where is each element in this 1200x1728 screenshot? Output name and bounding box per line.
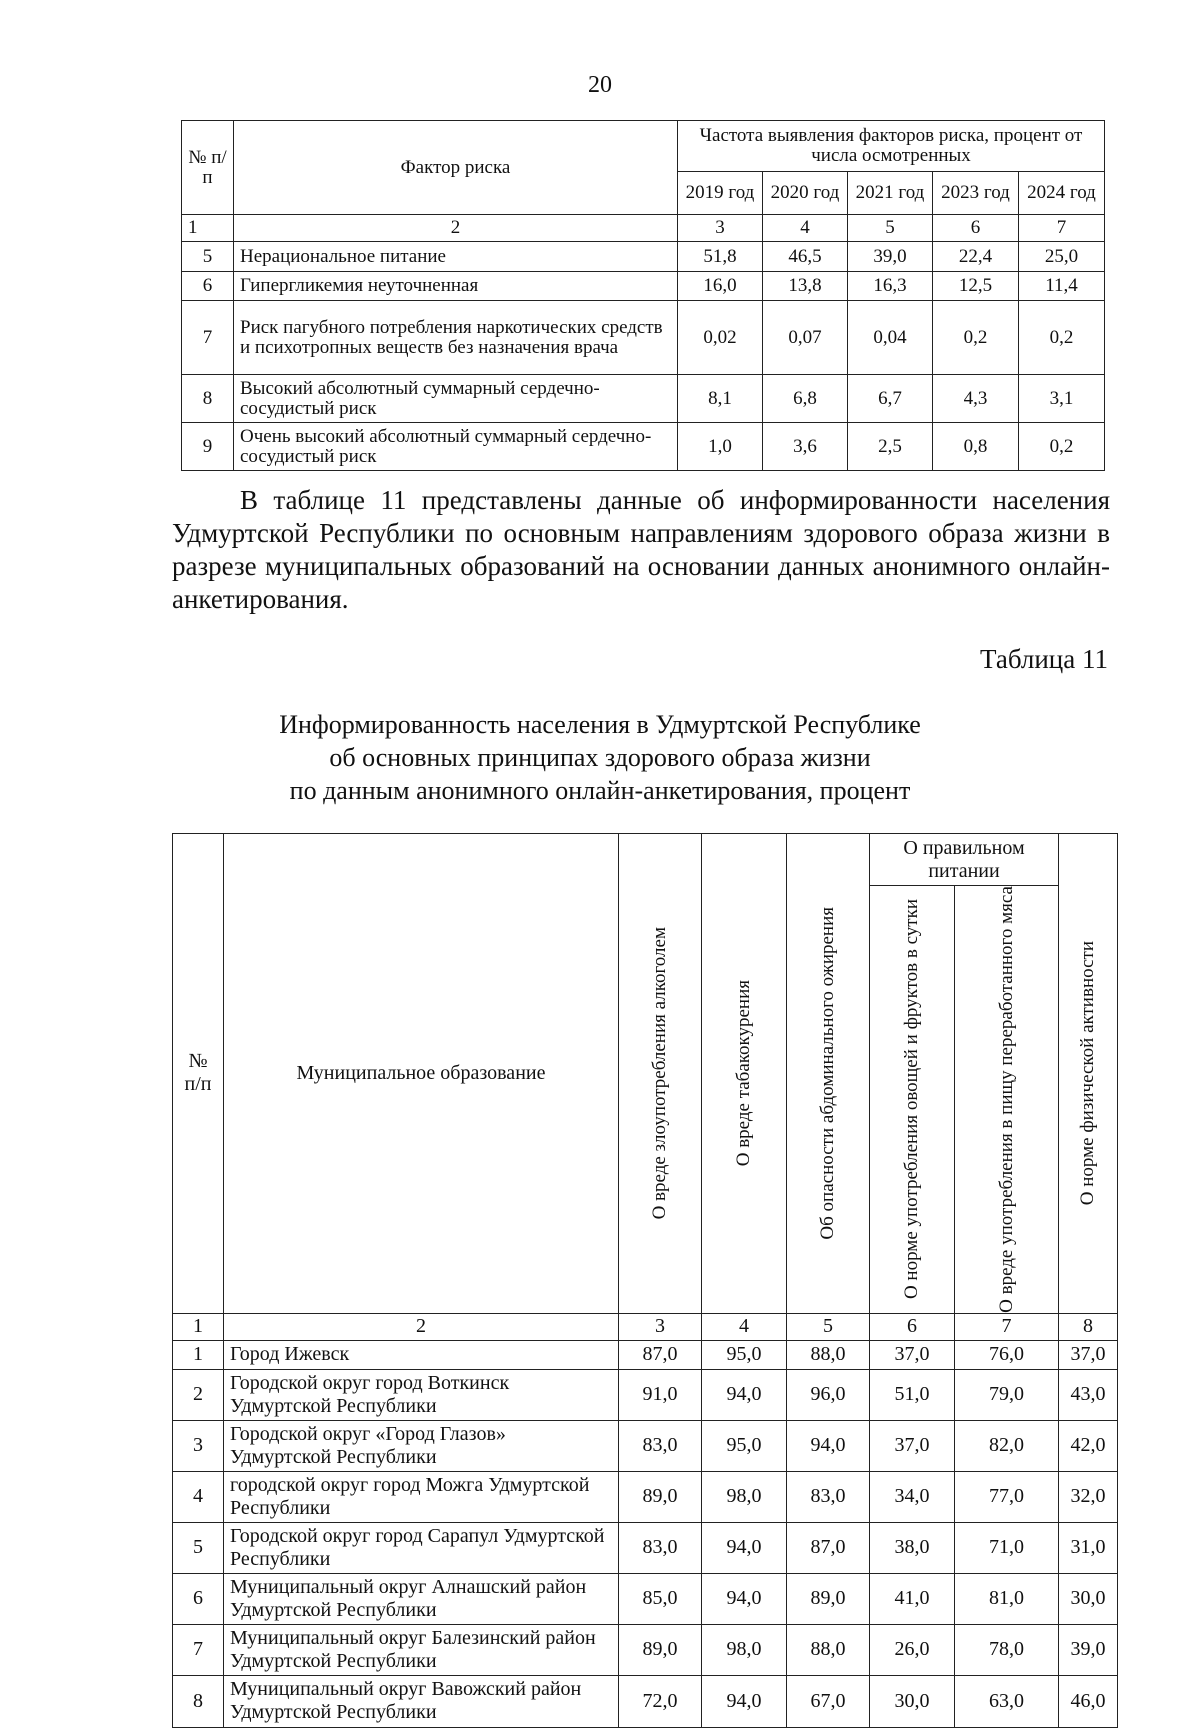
header-factor: Фактор риска	[234, 121, 678, 215]
row-value: 94,0	[702, 1573, 787, 1624]
row-value: 98,0	[702, 1624, 787, 1675]
table-row	[182, 301, 1105, 375]
row-value: 81,0	[955, 1573, 1059, 1624]
row-value: 79,0	[955, 1369, 1059, 1420]
row-value: 83,0	[787, 1471, 870, 1522]
row-value: 46,0	[1059, 1675, 1118, 1727]
row-municipality: Муниципальный округ Алнашский район Удмуртской Республики	[224, 1573, 619, 1624]
row-num: 7	[182, 301, 234, 375]
row-value: 0,04	[848, 301, 933, 375]
row-value: 89,0	[619, 1471, 702, 1522]
row-value: 94,0	[702, 1369, 787, 1420]
page-number: 20	[588, 72, 612, 98]
table-row	[182, 242, 1105, 272]
row-value: 94,0	[702, 1522, 787, 1573]
row-value: 38,0	[870, 1522, 955, 1573]
index-cell: 2	[234, 215, 678, 242]
table-row	[173, 1369, 1118, 1420]
header-num: № п/п	[173, 834, 224, 1314]
index-row	[173, 1313, 1118, 1340]
header-year: 2019 год	[678, 172, 763, 215]
header-vegetables-text: О норме употребления овощей и фруктов в сутки	[901, 899, 922, 1300]
header-municipality: Муниципальное образование	[224, 834, 619, 1314]
row-value: 2,5	[848, 423, 933, 471]
index-cell: 7	[1019, 215, 1105, 242]
row-municipality: городской округ город Можга Удмуртской Республики	[224, 1471, 619, 1522]
row-value: 34,0	[870, 1471, 955, 1522]
table-title-line: об основных принципах здорового образа жизни	[329, 743, 871, 772]
row-num: 9	[182, 423, 234, 471]
header-vegetables	[870, 886, 955, 1314]
row-value: 89,0	[619, 1624, 702, 1675]
row-num: 6	[182, 272, 234, 301]
table-title-line: по данным анонимного онлайн-анкетирования, процент	[289, 776, 911, 805]
index-cell: 5	[848, 215, 933, 242]
row-value: 11,4	[1019, 272, 1105, 301]
row-value: 78,0	[955, 1624, 1059, 1675]
row-value: 0,02	[678, 301, 763, 375]
row-value: 87,0	[619, 1340, 702, 1369]
row-factor: Высокий абсолютный суммарный сердечно-сосудистый риск	[234, 375, 678, 423]
index-cell: 3	[678, 215, 763, 242]
row-value: 6,8	[763, 375, 848, 423]
row-num: 6	[173, 1573, 224, 1624]
row-value: 0,8	[933, 423, 1019, 471]
row-value: 91,0	[619, 1369, 702, 1420]
header-nutrition-group: О правильном питании	[870, 834, 1059, 886]
row-value: 83,0	[619, 1522, 702, 1573]
row-value: 0,2	[933, 301, 1019, 375]
row-factor: Гипергликемия неуточненная	[234, 272, 678, 301]
header-alcohol-text: О вреде злоупотребления алкоголем	[649, 927, 670, 1220]
row-value: 85,0	[619, 1573, 702, 1624]
row-value: 3,6	[763, 423, 848, 471]
row-value: 95,0	[702, 1420, 787, 1471]
table-row	[173, 1340, 1118, 1369]
row-num: 3	[173, 1420, 224, 1471]
header-smoking	[702, 834, 787, 1314]
table-label: Таблица 11	[980, 644, 1108, 674]
table-row	[182, 272, 1105, 301]
row-num: 5	[173, 1522, 224, 1573]
header-smoking-text: О вреде табакокурения	[733, 980, 754, 1167]
index-cell: 7	[955, 1313, 1059, 1340]
row-municipality: Муниципальный округ Балезинский район Удмуртской Республики	[224, 1624, 619, 1675]
row-value: 37,0	[1059, 1340, 1118, 1369]
row-value: 72,0	[619, 1675, 702, 1727]
index-cell: 3	[619, 1313, 702, 1340]
row-num: 4	[173, 1471, 224, 1522]
row-value: 88,0	[787, 1624, 870, 1675]
index-cell: 8	[1059, 1313, 1118, 1340]
row-value: 39,0	[1059, 1624, 1118, 1675]
healthy-lifestyle-awareness-table	[172, 833, 1118, 1728]
row-value: 98,0	[702, 1471, 787, 1522]
row-value: 51,8	[678, 242, 763, 272]
row-value: 41,0	[870, 1573, 955, 1624]
row-value: 4,3	[933, 375, 1019, 423]
row-factor: Очень высокий абсолютный суммарный сердечно-сосудистый риск	[234, 423, 678, 471]
row-num: 5	[182, 242, 234, 272]
table-row	[173, 1471, 1118, 1522]
row-value: 22,4	[933, 242, 1019, 272]
row-value: 94,0	[702, 1675, 787, 1727]
row-value: 8,1	[678, 375, 763, 423]
row-value: 12,5	[933, 272, 1019, 301]
header-year: 2023 год	[933, 172, 1019, 215]
header-year: 2021 год	[848, 172, 933, 215]
row-num: 2	[173, 1369, 224, 1420]
risk-factors-table	[181, 120, 1105, 471]
row-value: 25,0	[1019, 242, 1105, 272]
row-value: 83,0	[619, 1420, 702, 1471]
row-value: 42,0	[1059, 1420, 1118, 1471]
row-value: 30,0	[870, 1675, 955, 1727]
row-value: 77,0	[955, 1471, 1059, 1522]
row-num: 8	[182, 375, 234, 423]
table-header-row	[173, 834, 1118, 886]
row-municipality: Город Ижевск	[224, 1340, 619, 1369]
header-num: № п/п	[182, 121, 234, 215]
row-value: 76,0	[955, 1340, 1059, 1369]
row-num: 7	[173, 1624, 224, 1675]
index-cell: 6	[870, 1313, 955, 1340]
row-value: 26,0	[870, 1624, 955, 1675]
table-header-row	[182, 121, 1105, 172]
row-municipality: Городской округ город Сарапул Удмуртской Республики	[224, 1522, 619, 1573]
index-cell: 6	[933, 215, 1019, 242]
row-value: 94,0	[787, 1420, 870, 1471]
table-title-line: Информированность населения в Удмуртской Республике	[279, 710, 921, 739]
table-row	[182, 423, 1105, 471]
row-value: 89,0	[787, 1573, 870, 1624]
index-cell: 4	[763, 215, 848, 242]
table-row	[173, 1522, 1118, 1573]
row-value: 37,0	[870, 1420, 955, 1471]
index-cell: 4	[702, 1313, 787, 1340]
row-value: 87,0	[787, 1522, 870, 1573]
row-value: 1,0	[678, 423, 763, 471]
row-value: 6,7	[848, 375, 933, 423]
header-frequency: Частота выявления факторов риска, процент от числа осмотренных	[678, 121, 1105, 172]
header-processed-meat-text: О вреде употребления в пищу переработанного мяса	[995, 886, 1017, 1313]
table-row	[173, 1624, 1118, 1675]
header-obesity	[787, 834, 870, 1314]
header-alcohol	[619, 834, 702, 1314]
table-title	[0, 708, 1200, 807]
row-value: 16,0	[678, 272, 763, 301]
row-value: 3,1	[1019, 375, 1105, 423]
row-value: 30,0	[1059, 1573, 1118, 1624]
row-value: 95,0	[702, 1340, 787, 1369]
row-value: 16,3	[848, 272, 933, 301]
row-value: 32,0	[1059, 1471, 1118, 1522]
row-factor: Нерациональное питание	[234, 242, 678, 272]
row-value: 31,0	[1059, 1522, 1118, 1573]
row-value: 96,0	[787, 1369, 870, 1420]
header-obesity-text: Об опасности абдоминального ожирения	[817, 907, 838, 1240]
row-value: 37,0	[870, 1340, 955, 1369]
row-value: 43,0	[1059, 1369, 1118, 1420]
row-value: 13,8	[763, 272, 848, 301]
table-row	[173, 1420, 1118, 1471]
row-num: 1	[173, 1340, 224, 1369]
index-cell: 1	[173, 1313, 224, 1340]
table-row	[173, 1675, 1118, 1727]
table-row	[182, 375, 1105, 423]
row-factor: Риск пагубного потребления наркотических средств и психотропных веществ без назначения врача	[234, 301, 678, 375]
row-value: 88,0	[787, 1340, 870, 1369]
row-municipality: Городской округ «Город Глазов» Удмуртской Республики	[224, 1420, 619, 1471]
body-paragraph: В таблице 11 представлены данные об информированности населения Удмуртской Республики по основным направлениям здорового образа жизни в разрезе муниципальных образований на основании данных анонимного онлайн-анкетирования.	[172, 485, 1110, 614]
header-activity-text: О норме физической активности	[1077, 941, 1099, 1206]
row-value: 51,0	[870, 1369, 955, 1420]
table-row	[173, 1573, 1118, 1624]
row-num: 8	[173, 1675, 224, 1727]
header-year: 2024 год	[1019, 172, 1105, 215]
index-cell: 5	[787, 1313, 870, 1340]
row-value: 39,0	[848, 242, 933, 272]
row-value: 63,0	[955, 1675, 1059, 1727]
row-value: 0,07	[763, 301, 848, 375]
index-cell: 1	[182, 215, 234, 242]
row-value: 46,5	[763, 242, 848, 272]
row-value: 0,2	[1019, 423, 1105, 471]
header-year: 2020 год	[763, 172, 848, 215]
row-municipality: Муниципальный округ Вавожский район Удмуртской Республики	[224, 1675, 619, 1727]
row-municipality: Городской округ город Воткинск Удмуртской Республики	[224, 1369, 619, 1420]
row-value: 82,0	[955, 1420, 1059, 1471]
header-activity	[1059, 834, 1118, 1314]
row-value: 67,0	[787, 1675, 870, 1727]
row-value: 0,2	[1019, 301, 1105, 375]
row-value: 71,0	[955, 1522, 1059, 1573]
index-row	[182, 215, 1105, 242]
index-cell: 2	[224, 1313, 619, 1340]
header-processed-meat	[955, 886, 1059, 1314]
